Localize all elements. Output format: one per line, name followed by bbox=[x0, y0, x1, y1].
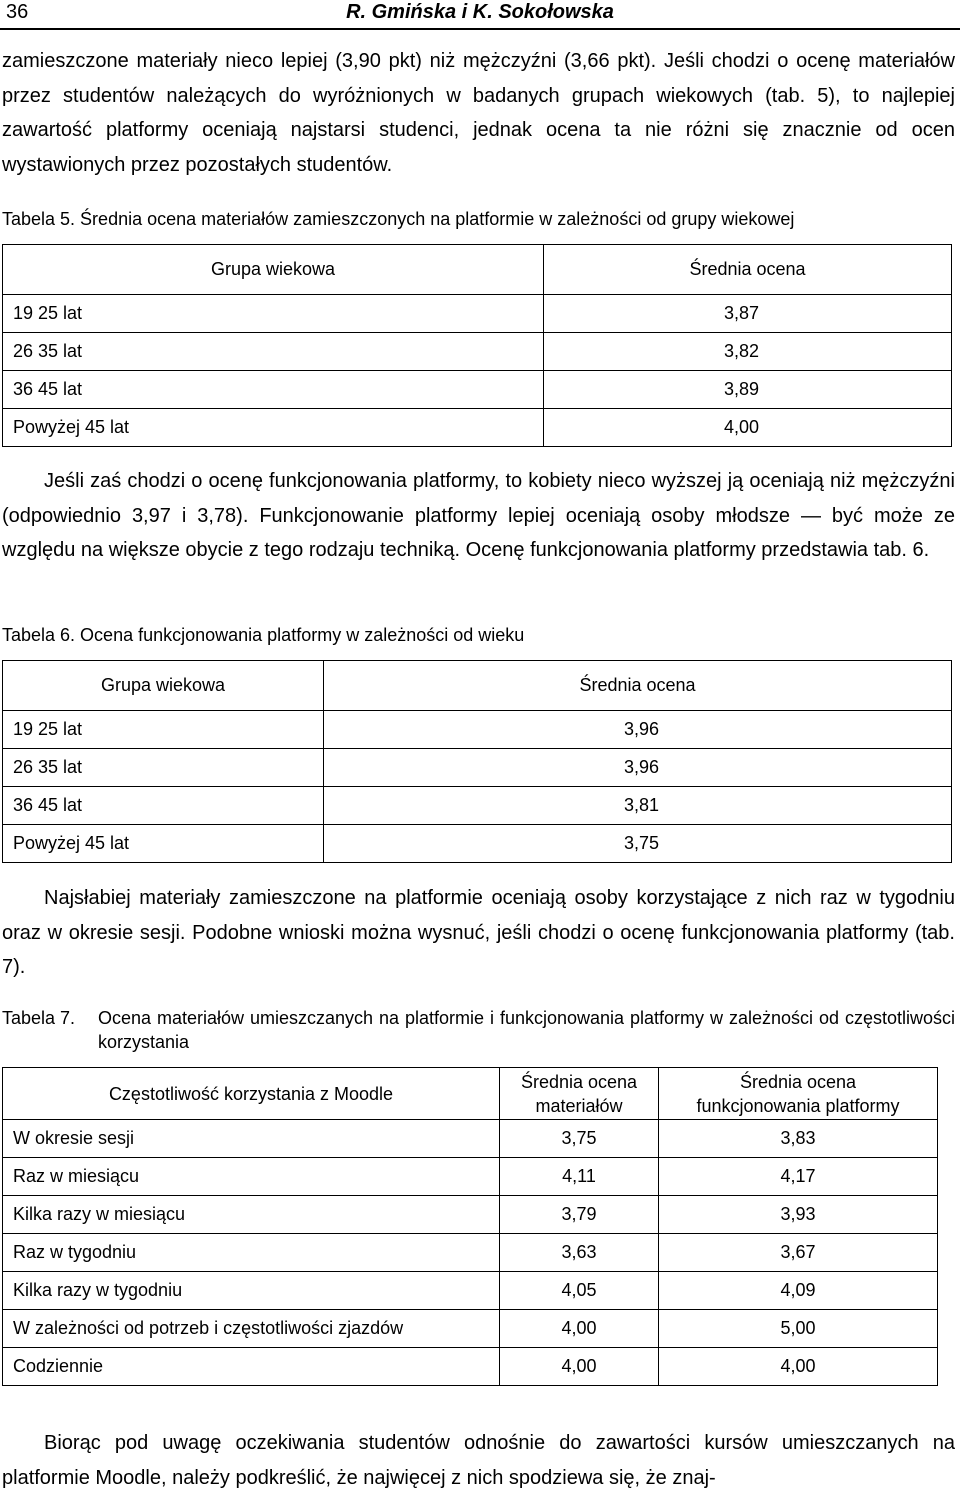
table5-header-group: Grupa wiekowa bbox=[3, 245, 544, 295]
table5-cell-group: 19 25 lat bbox=[3, 295, 544, 333]
table7-cell-functioning: 5,00 bbox=[659, 1310, 938, 1348]
table-header-row bbox=[3, 245, 952, 295]
table7-header-functioning-line1: Średnia ocena bbox=[739, 1071, 857, 1092]
table-header-row bbox=[3, 1068, 938, 1120]
table7-cell-frequency: Codziennie bbox=[3, 1348, 500, 1386]
table7-cell-frequency: Kilka razy w miesiącu bbox=[3, 1196, 500, 1234]
table-row bbox=[3, 1158, 938, 1196]
table6 bbox=[2, 660, 952, 863]
table7-cell-functioning: 4,00 bbox=[659, 1348, 938, 1386]
table7-header-frequency: Częstotliwość korzystania z Moodle bbox=[3, 1068, 500, 1120]
table7-cell-materials: 3,63 bbox=[500, 1234, 659, 1272]
table7-cell-functioning: 3,83 bbox=[659, 1120, 938, 1158]
table5-cell-rating: 3,82 bbox=[544, 333, 952, 371]
page-header bbox=[0, 0, 960, 30]
table-row bbox=[3, 825, 952, 863]
table7-cell-functioning: 4,17 bbox=[659, 1158, 938, 1196]
table-row bbox=[3, 1120, 938, 1158]
table7-cell-frequency: Kilka razy w tygodniu bbox=[3, 1272, 500, 1310]
table7-caption bbox=[2, 1006, 955, 1054]
table7-cell-materials: 4,00 bbox=[500, 1310, 659, 1348]
table-row bbox=[3, 1272, 938, 1310]
paragraph-3: Najsłabiej materiały zamieszczone na platformie oceniają osoby korzystające z nich raz w tygodniu oraz w okresie sesji. Podobne wnioski można wysnuć, jeśli chodzi o ocenę funkcjonowania platformy (tab. 7). bbox=[2, 887, 955, 978]
table7-cell-frequency: Raz w tygodniu bbox=[3, 1234, 500, 1272]
table5-cell-rating: 3,89 bbox=[544, 371, 952, 409]
page-number: 36 bbox=[6, 1, 29, 23]
table-header-row bbox=[3, 661, 952, 711]
table-row bbox=[3, 1234, 938, 1272]
table7-cell-functioning: 4,09 bbox=[659, 1272, 938, 1310]
table5-cell-rating: 4,00 bbox=[544, 409, 952, 447]
running-head: R. Gmińska i K. Sokołowska bbox=[346, 1, 614, 23]
table5-cell-rating: 3,87 bbox=[544, 295, 952, 333]
table7-cell-materials: 3,79 bbox=[500, 1196, 659, 1234]
table7-cell-materials: 4,00 bbox=[500, 1348, 659, 1386]
table7-caption-label: Tabela 7. bbox=[2, 1008, 76, 1028]
table7-cell-materials: 4,05 bbox=[500, 1272, 659, 1310]
table7-cell-frequency: Raz w miesiącu bbox=[3, 1158, 500, 1196]
table-row bbox=[3, 295, 952, 333]
table5-cell-group: Powyżej 45 lat bbox=[3, 409, 544, 447]
table6-cell-rating: 3,96 bbox=[324, 749, 952, 787]
table-row bbox=[3, 787, 952, 825]
table6-cell-rating: 3,75 bbox=[324, 825, 952, 863]
table7-cell-functioning: 3,93 bbox=[659, 1196, 938, 1234]
table-row bbox=[3, 711, 952, 749]
table7-cell-frequency: W zależności od potrzeb i częstotliwości zjazdów bbox=[3, 1310, 500, 1348]
table5-caption: Tabela 5. Średnia ocena materiałów zamieszczonych na platformie w zależności od grupy wiekowej bbox=[2, 209, 795, 229]
table-row bbox=[3, 333, 952, 371]
table7-caption-text: Ocena materiałów umieszczanych na platformie i funkcjonowania platformy w zależności od częstotliwości korzystania bbox=[98, 1008, 955, 1052]
table6-cell-rating: 3,81 bbox=[324, 787, 952, 825]
table7-header-materials-line1: Średnia ocena bbox=[520, 1071, 638, 1092]
table5-header-rating: Średnia ocena bbox=[544, 245, 952, 295]
table7-cell-materials: 4,11 bbox=[500, 1158, 659, 1196]
table7-header-materials-line2: materiałów bbox=[535, 1095, 623, 1116]
table7-header-functioning-line2: funkcjonowania platformy bbox=[696, 1095, 900, 1116]
table-row bbox=[3, 1310, 938, 1348]
table7 bbox=[2, 1067, 938, 1386]
table6-header-rating: Średnia ocena bbox=[324, 661, 952, 711]
table-row bbox=[3, 409, 952, 447]
table6-cell-group: 26 35 lat bbox=[3, 749, 324, 787]
paragraph-2: Jeśli zaś chodzi o ocenę funkcjonowania platformy, to kobiety nieco wyższej ją oceniają niż mężczyźni (odpowiednio 3,97 i 3,78). Funkcjonowanie platformy lepiej oceniają osoby młodsze — być może ze względu na większe obycie z tego rodzaju techniką. Ocenę funkcjonowania platformy przedstawia tab. 6. bbox=[2, 470, 955, 561]
table7-header-materials bbox=[500, 1068, 659, 1120]
table6-caption: Tabela 6. Ocena funkcjonowania platformy w zależności od wieku bbox=[2, 625, 525, 645]
table5-cell-group: 26 35 lat bbox=[3, 333, 544, 371]
table-row bbox=[3, 749, 952, 787]
table7-cell-functioning: 3,67 bbox=[659, 1234, 938, 1272]
table7-header-functioning bbox=[659, 1068, 938, 1120]
paragraph-4: Biorąc pod uwagę oczekiwania studentów odnośnie do zawartości kursów umieszczanych na platformie Moodle, należy podkreślić, że najwięcej z nich spodziewa się, że znaj- bbox=[2, 1432, 955, 1489]
table6-header-group: Grupa wiekowa bbox=[3, 661, 324, 711]
table6-cell-group: 19 25 lat bbox=[3, 711, 324, 749]
table7-cell-materials: 3,75 bbox=[500, 1120, 659, 1158]
table6-cell-rating: 3,96 bbox=[324, 711, 952, 749]
header-rule bbox=[0, 28, 960, 30]
table-row bbox=[3, 371, 952, 409]
table6-cell-group: 36 45 lat bbox=[3, 787, 324, 825]
table5-cell-group: 36 45 lat bbox=[3, 371, 544, 409]
table-row bbox=[3, 1348, 938, 1386]
table5 bbox=[2, 244, 952, 447]
table-row bbox=[3, 1196, 938, 1234]
table6-cell-group: Powyżej 45 lat bbox=[3, 825, 324, 863]
table7-cell-frequency: W okresie sesji bbox=[3, 1120, 500, 1158]
paragraph-1: zamieszczone materiały nieco lepiej (3,90 pkt) niż mężczyźni (3,66 pkt). Jeśli chodzi o ocenę materiałów przez studentów należących do wyróżnionych w badanych grupach wiekowych (tab. 5), to najlepiej zawartość platformy oceniają najstarsi studenci, jednak ocena ta nie różni się znacznie od ocen wystawionych przez pozostałych studentów. bbox=[2, 50, 955, 176]
